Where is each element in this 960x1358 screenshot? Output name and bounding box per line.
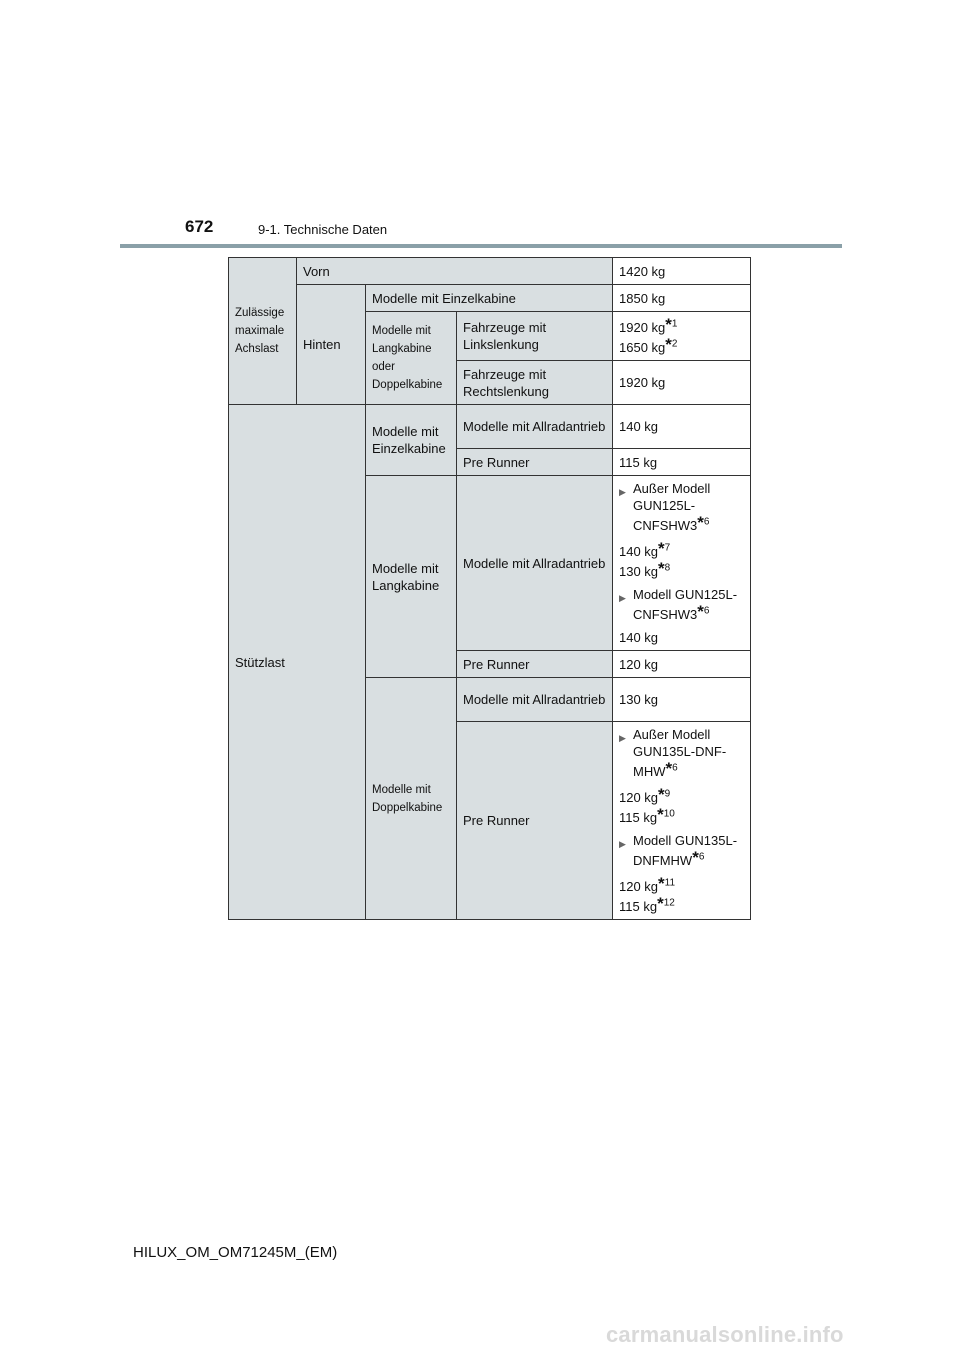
lhd-value-1: 1920 kg	[619, 320, 666, 335]
bullet-triangle-icon: ▶	[619, 839, 626, 849]
lang-value-1-ref: 7	[664, 542, 671, 554]
doppel-value-4: 115 kg	[619, 899, 658, 914]
lang-value-3: 140 kg	[619, 630, 659, 645]
page-number: 672	[185, 217, 214, 236]
section-title: 9-1. Technische Daten	[258, 222, 388, 237]
doppel-value-4-ref: 12	[663, 897, 675, 909]
spec-table	[228, 257, 751, 920]
bullet-triangle-icon: ▶	[619, 593, 626, 603]
front-label: Vorn	[297, 258, 613, 285]
doppel-value-1-ref: 9	[664, 788, 671, 800]
doppel-bullet-1-ref: 6	[672, 762, 678, 774]
doppel-pre-values: ▶ Außer Modell GUN135L-DNF-MHW*$^6$ 120 kg*$^9$ 115 kg*$^{10}$ ▶ Modell GUN135L-DNFMHW*$^6$ 120 kg*$^{11}$ 115 kg*$^{12}$	[613, 722, 751, 920]
doppel-bullet-2: Modell GUN135L-DNFMHW	[633, 833, 738, 868]
single-cab-value: 1850 kg	[613, 285, 751, 312]
lang-allrad-values: ▶ Außer Modell GUN125L-CNFSHW3*$^6$ 140 kg*$^7$ 130 kg*$^8$ ▶ Modell GUN125L-CNFSHW3*$^6$ 140 kg	[613, 476, 751, 651]
einzel-allrad-label: Modelle mit Allradantrieb	[457, 405, 613, 449]
long-double-cab-label: Modelle mit Langkabine oder Doppelkabine	[366, 312, 457, 405]
single-cab-label: Modelle mit Einzelkabine	[366, 285, 613, 312]
doppel-bullet-1: Außer Modell GUN135L-DNF-MHW	[633, 727, 727, 779]
header-rule	[120, 244, 842, 248]
watermark: carmanualsonline.info	[606, 1322, 844, 1347]
lhd-values: 1920 kg*$^1$ 1650 kg*$^2$	[613, 312, 751, 361]
doppel-value-3: 120 kg	[619, 879, 659, 894]
lang-pre-label: Pre Runner	[457, 651, 613, 678]
lhd-label: Fahrzeuge mit Linkslenkung	[457, 312, 613, 361]
axle-load-label: Zulässige maximale Achslast	[229, 258, 297, 405]
lang-bullet-2-ref: 6	[703, 605, 710, 617]
einzel-label: Modelle mit Einzelkabine	[366, 405, 457, 476]
rear-label: Hinten	[297, 285, 366, 405]
lang-value-1: 140 kg	[619, 544, 659, 559]
lang-allrad-label: Modelle mit Allradantrieb	[457, 476, 613, 651]
lang-label: Modelle mit Langkabine	[366, 476, 457, 678]
lang-pre-value: 120 kg	[613, 651, 751, 678]
doppel-label: Modelle mit Doppelkabine	[366, 678, 457, 920]
doppel-value-2: 115 kg	[619, 810, 658, 825]
lang-bullet-1-ref: 6	[703, 516, 710, 528]
einzel-pre-value: 115 kg	[613, 449, 751, 476]
front-value: 1420 kg	[613, 258, 751, 285]
lang-bullet-1: Außer Modell GUN125L-CNFSHW3	[633, 481, 711, 533]
rhd-label: Fahrzeuge mit Rechtslenkung	[457, 361, 613, 405]
footer-document-code: HILUX_OM_OM71245M_(EM)	[133, 1244, 338, 1261]
rhd-value: 1920 kg	[613, 361, 751, 405]
lhd-value-2: 1650 kg	[619, 340, 666, 355]
doppel-allrad-label: Modelle mit Allradantrieb	[457, 678, 613, 722]
lhd-ref-1: 1	[671, 318, 678, 330]
lang-value-2: 130 kg	[619, 564, 659, 579]
doppel-allrad-value: 130 kg	[613, 678, 751, 722]
doppel-value-1: 120 kg	[619, 790, 659, 805]
lang-value-2-ref: 8	[664, 562, 671, 574]
doppel-value-3-ref: 11	[664, 877, 676, 889]
doppel-bullet-2-ref: 6	[698, 851, 705, 863]
lang-bullet-2: Modell GUN125L-CNFSHW3	[633, 587, 738, 622]
bullet-triangle-icon: ▶	[619, 733, 626, 743]
einzel-pre-label: Pre Runner	[457, 449, 613, 476]
stuetzlast-label: Stützlast	[229, 405, 366, 920]
einzel-allrad-value: 140 kg	[613, 405, 751, 449]
lhd-ref-2: 2	[671, 338, 678, 350]
bullet-triangle-icon: ▶	[619, 487, 626, 497]
doppel-pre-label: Pre Runner	[457, 722, 613, 920]
doppel-value-2-ref: 10	[663, 808, 675, 820]
